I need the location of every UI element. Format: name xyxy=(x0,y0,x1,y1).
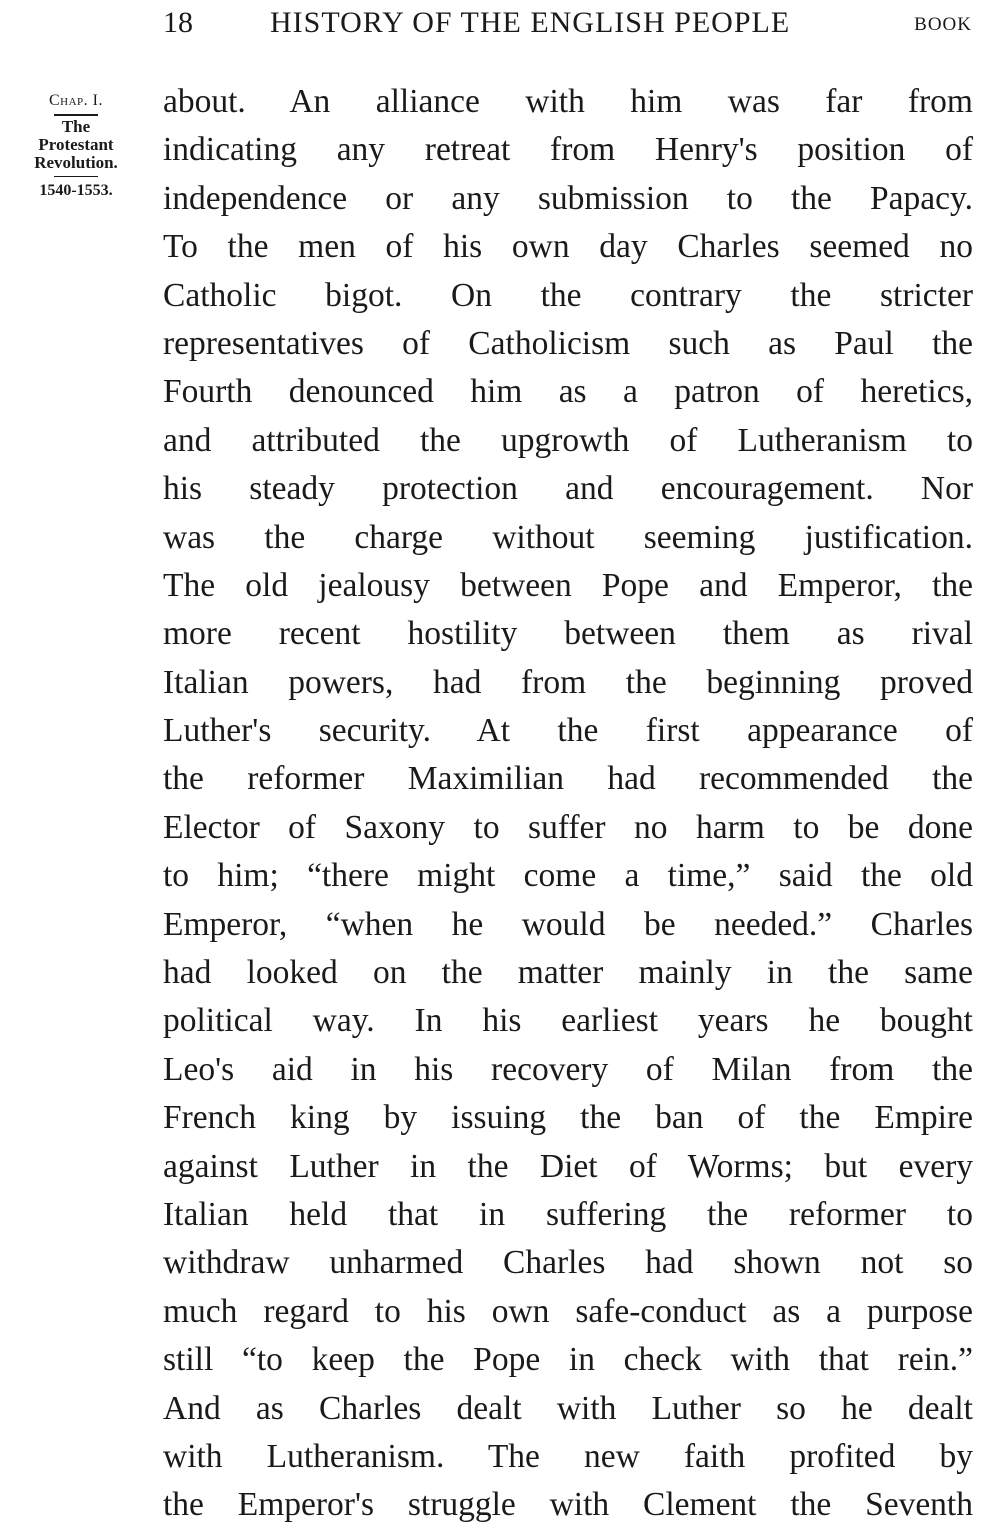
text-line: The old jealousy between Pope and Emperor, the xyxy=(163,566,973,604)
text-line: the reformer Maximilian had recommended the xyxy=(163,760,973,798)
text-line: Italian powers, had from the beginning proved xyxy=(163,663,973,701)
text-line: political way. In his earliest years he bought xyxy=(163,1002,973,1040)
margin-rule xyxy=(54,176,98,178)
section-title-line: Protestant xyxy=(38,134,114,154)
page-number: 18 xyxy=(163,6,193,39)
text-line: much regard to his own safe-conduct as a purpose xyxy=(163,1292,973,1330)
text-line: Luther's security. At the first appearance of xyxy=(163,712,973,750)
text-line: more recent hostility between them as rival xyxy=(163,615,973,653)
text-line: his steady protection and encouragement. Nor xyxy=(163,470,973,508)
section-title-line: Revolution. xyxy=(34,152,118,172)
text-line: French king by issuing the ban of the Empire xyxy=(163,1099,973,1137)
text-line: withdraw unharmed Charles had shown not so xyxy=(163,1244,973,1282)
date-range: 1540-1553. xyxy=(39,182,113,199)
text-line: Italian held that in suffering the reformer to xyxy=(163,1195,973,1233)
text-line: And as Charles dealt with Luther so he dealt xyxy=(163,1389,973,1427)
text-line: and attributed the upgrowth of Lutheranism to xyxy=(163,421,973,459)
text-line: still “to keep the Pope in check with that rein.” xyxy=(163,1341,973,1379)
text-line: Emperor, “when he would be needed.” Charles xyxy=(163,905,973,943)
text-line: against Luther in the Diet of Worms; but every xyxy=(163,1147,973,1185)
running-title: HISTORY OF THE ENGLISH PEOPLE xyxy=(270,6,791,39)
text-line: had looked on the matter mainly in the same xyxy=(163,954,973,992)
text-line: with Lutheranism. The new faith profited by xyxy=(163,1437,973,1475)
text-line: Fourth denounced him as a patron of heretics, xyxy=(163,373,973,411)
margin-notes xyxy=(0,84,152,200)
book-label: BOOK xyxy=(914,14,972,35)
section-title-line: The xyxy=(61,116,91,136)
chapter-label: Chap. I. xyxy=(48,92,103,109)
body-text xyxy=(163,78,973,1530)
text-line: To the men of his own day Charles seemed no xyxy=(163,228,973,266)
margin-rule xyxy=(54,114,98,116)
text-line: representatives of Catholicism such as Paul the xyxy=(163,324,973,362)
text-line: about. An alliance with him was far from xyxy=(163,83,973,120)
text-line: Leo's aid in his recovery of Milan from the xyxy=(163,1050,973,1088)
text-line: independence or any submission to the Papacy. xyxy=(163,179,973,217)
text-line: Elector of Saxony to suffer no harm to be done xyxy=(163,808,973,846)
text-line: Catholic bigot. On the contrary the stricter xyxy=(163,276,973,314)
text-line: was the charge without seeming justification. xyxy=(163,518,973,556)
text-line: indicating any retreat from Henry's position of xyxy=(163,131,973,169)
running-header xyxy=(0,4,1000,44)
text-line: the Emperor's struggle with Clement the Seventh xyxy=(163,1486,973,1524)
text-line: to him; “there might come a time,” said the old xyxy=(163,857,973,895)
